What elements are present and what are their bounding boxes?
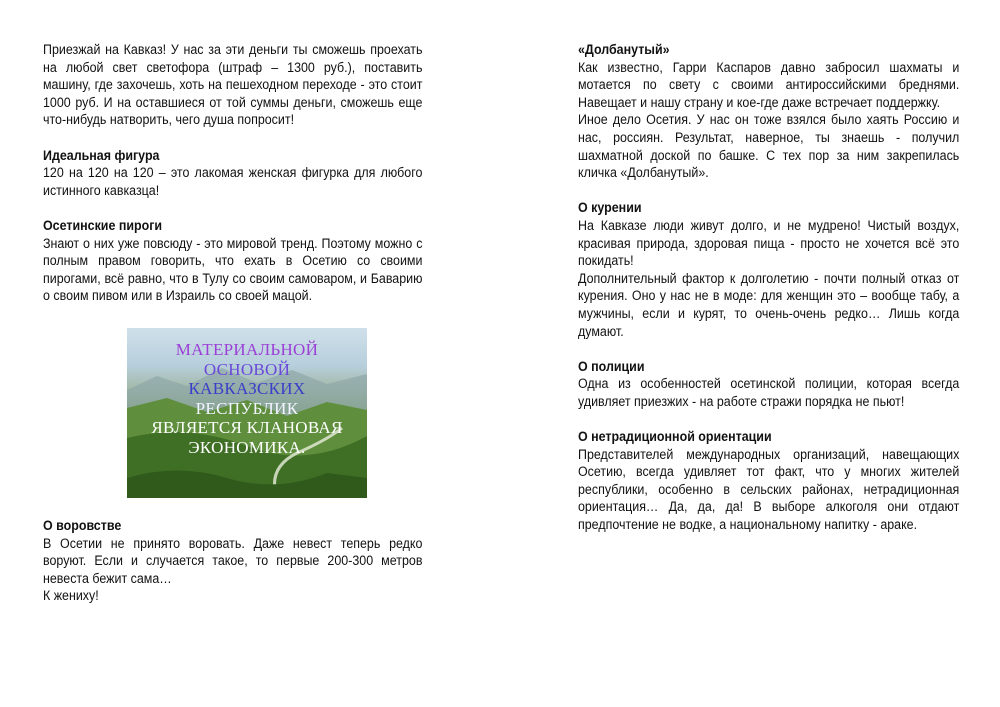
section-text-2: К жениху!	[43, 588, 99, 604]
left-column-bottom	[43, 517, 422, 623]
section-text: 120 на 120 на 120 – это лакомая женская фигурка для любого истинного кавказца!	[43, 165, 423, 198]
intro-section	[43, 41, 422, 129]
section-police	[578, 358, 959, 411]
section-theft	[43, 517, 422, 605]
section-title: О курении	[578, 200, 642, 216]
section-text: Знают о них уже повсюду - это мировой тренд. Поэтому можно с полным правом говорить, что ехать в Осетию со своими пирогами, всё равно, что в Тулу со своим самоваром, и Баварию о своим пивом или в Израиль со своей мацой.	[43, 235, 423, 304]
section-ideal-figure	[43, 147, 422, 200]
intro-text: Приезжай на Кавказ! У нас за эти деньги ты сможешь проехать на любой свет светофора (штраф – 1300 руб.), поставить машину, где захочешь, хоть на пешеходном переходе - это стоит 1000 руб. И на оставшиеся от той суммы деньги, сможешь еще что-нибудь натворить, чего душа попросит!	[43, 42, 423, 128]
section-text: В Осетии не принято воровать. Даже невест теперь редко воруют. Если и случается такое, то первые 200-300 метров невеста бежит сама…	[43, 535, 423, 586]
caption-line: КАВКАЗСКИХ	[188, 379, 306, 398]
left-column	[43, 41, 422, 323]
caption-line: МАТЕРИАЛЬНОЙ	[175, 340, 319, 359]
section-title: О нетрадиционной ориентации	[578, 429, 772, 445]
section-title: Идеальная фигура	[43, 147, 160, 163]
caption-line: ЯВЛЯЕТСЯ КЛАНОВАЯ	[151, 418, 343, 437]
section-title: О воровстве	[43, 518, 122, 533]
section-text-2: Иное дело Осетия. У нас он тоже взялся было хаять Россию и нас, россиян. Результат, наверное, ты знаешь - получил шахматной доской по башке. С тех пор за ним закрепилась кличка «Долбанутый».	[578, 112, 960, 181]
caption-line: ЭКОНОМИКА.	[188, 437, 306, 457]
section-text: Как известно, Гарри Каспаров давно забросил шахматы и мотается по свету с своими антироссийскими бреднями. Навещает и нашу страну и кое-где даже встречает поддержку.	[578, 59, 960, 110]
section-smoking	[578, 199, 959, 340]
section-text: Представителей международных организаций, навещающих Осетию, всегда удивляет тот факт, что у многих жителей республики, особенно в сельских районах, нетрадиционная ориентация… Да, да, да! В выборе алкоголя они отдают предпочтение не водке, а национальному напитку - араке.	[578, 446, 960, 533]
section-dolbanutyi	[578, 41, 959, 182]
section-text-2: Дополнительный фактор к долголетию - почти полный отказ от курения. Оно у нас не в моде: для женщин это – вообще табу, а мужчины, если и курят, то очень-очень редко… Лишь когда думают.	[578, 270, 960, 339]
caucasus-landscape-image	[127, 328, 367, 498]
caption-line: РЕСПУБЛИК	[195, 398, 299, 418]
section-title: О полиции	[578, 358, 645, 374]
section-text: На Кавказе люди живут долго, и не мудрено! Чистый воздух, красивая природа, здоровая пища - просто не хочется всё это покидать!	[578, 217, 960, 269]
section-ossetian-pies	[43, 217, 422, 305]
section-text: Одна из особенностей осетинской полиции, которая всегда удивляет приезжих - на работе стражи порядка не пьют!	[578, 376, 960, 409]
section-title: «Долбанутый»	[578, 42, 670, 57]
image-caption	[127, 340, 367, 457]
section-orientation	[578, 428, 959, 534]
caption-line: ОСНОВОЙ	[203, 359, 291, 379]
right-column	[578, 41, 959, 551]
section-title: Осетинские пироги	[43, 217, 163, 233]
